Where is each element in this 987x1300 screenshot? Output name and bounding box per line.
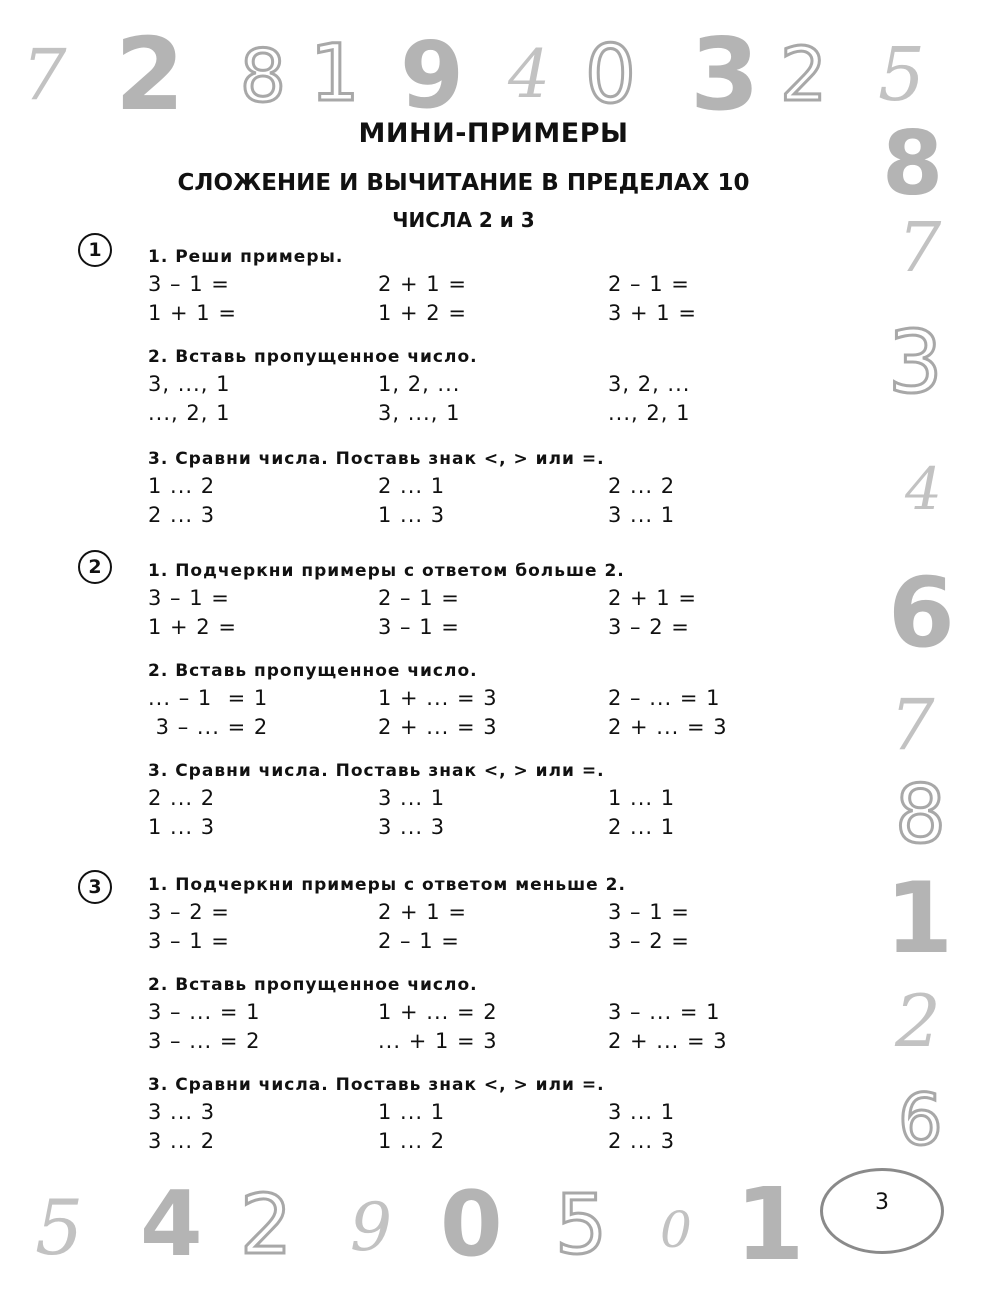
problem: 2 ... 3: [148, 503, 216, 527]
page-number: 3: [875, 1190, 889, 1215]
problem: 3, ..., 1: [148, 372, 231, 396]
decor-digit: 5: [555, 1178, 608, 1273]
task-title: 1. Подчеркни примеры с ответом больше 2.: [148, 561, 625, 581]
problem: 2 ... 1: [378, 474, 446, 498]
problem: 1 ... 3: [378, 503, 446, 527]
task: [148, 1072, 848, 1156]
problem: 1 ... 2: [378, 1129, 446, 1153]
problem: 2 + 1 =: [378, 272, 467, 296]
problem: 3 – 1 =: [608, 900, 690, 924]
problem: 2 + ... = 3: [608, 715, 728, 739]
task-title: 1. Реши примеры.: [148, 247, 344, 267]
decor-digit: 6: [888, 557, 955, 669]
problem: 3 – 1 =: [148, 272, 230, 296]
problem: 3, ..., 1: [378, 401, 461, 425]
problem: 3 ... 2: [148, 1129, 216, 1153]
exercise-number-badge: 2: [78, 550, 112, 584]
decor-digit: 3: [690, 16, 760, 133]
problem-row: [148, 584, 848, 613]
problem: ..., 2, 1: [148, 401, 231, 425]
decor-digit: 7: [890, 684, 935, 766]
problem: 2 + 1 =: [608, 586, 697, 610]
decor-digit: 0: [440, 1172, 503, 1277]
problem: 3 – ... = 1: [608, 1000, 721, 1024]
task: [148, 658, 848, 742]
problem: ... – 1 = 1: [148, 686, 269, 710]
problem: 1 + 2 =: [378, 301, 467, 325]
problem: 3 – 1 =: [148, 586, 230, 610]
task: [148, 758, 848, 842]
problem: 3 ... 1: [608, 1100, 676, 1124]
problem: 3 + 1 =: [608, 301, 697, 325]
problem-row: [148, 501, 848, 530]
problem: 3 ... 3: [378, 815, 446, 839]
problem: 1 + ... = 3: [378, 686, 498, 710]
decor-digit: 3: [888, 313, 943, 413]
decor-digit: 8: [895, 768, 946, 861]
task-title: 3. Сравни числа. Поставь знак <, > или =.: [148, 1075, 605, 1095]
decor-digit: 9: [350, 1189, 392, 1266]
decor-digit: 2: [240, 1178, 293, 1273]
problem-row: [148, 370, 848, 399]
problem-row: [148, 472, 848, 501]
problem: 2 + ... = 3: [608, 1029, 728, 1053]
problem: ..., 2, 1: [608, 401, 691, 425]
decor-digit: 0: [660, 1201, 692, 1259]
problem: 1 ... 2: [148, 474, 216, 498]
page-subtitle: СЛОЖЕНИЕ И ВЫЧИТАНИЕ В ПРЕДЕЛАХ 10: [177, 170, 750, 196]
decor-digit: 4: [905, 455, 942, 523]
task-title: 3. Сравни числа. Поставь знак <, > или =.: [148, 761, 605, 781]
task-title: 3. Сравни числа. Поставь знак <, > или =.: [148, 449, 605, 469]
problem-row: [148, 998, 848, 1027]
problem: 3 ... 3: [148, 1100, 216, 1124]
problem: 2 + 1 =: [378, 900, 467, 924]
problem-row: [148, 898, 848, 927]
task: [148, 872, 848, 956]
problem-row: [148, 927, 848, 956]
decor-digit: 7: [22, 34, 67, 116]
topic-title: ЧИСЛА 2 и 3: [392, 208, 535, 232]
problem: 2 ... 3: [608, 1129, 676, 1153]
problem-row: [148, 1027, 848, 1056]
problem: 3 – 2 =: [148, 900, 230, 924]
decor-digit: 8: [882, 112, 944, 215]
task-title: 2. Вставь пропущенное число.: [148, 661, 478, 681]
problem: 3 – ... = 1: [148, 1000, 261, 1024]
task-title: 2. Вставь пропущенное число.: [148, 347, 478, 367]
task: [148, 558, 848, 642]
problem: 3 ... 1: [608, 503, 676, 527]
problem-row: [148, 270, 848, 299]
problem: 2 + ... = 3: [378, 715, 498, 739]
problem: 2 ... 1: [608, 815, 676, 839]
problem: 1 ... 1: [608, 786, 676, 810]
decor-digit: 2: [115, 16, 185, 133]
exercise-number-badge: 3: [78, 870, 112, 904]
task: [148, 344, 848, 428]
decor-digit: 5: [878, 32, 926, 118]
problem: 2 – ... = 1: [608, 686, 721, 710]
problem: 3 – 1 =: [148, 929, 230, 953]
decor-digit: 0: [585, 28, 636, 121]
problem: 1 ... 1: [378, 1100, 446, 1124]
problem: 1 + 2 =: [148, 615, 237, 639]
decor-digit: 4: [140, 1172, 203, 1277]
problem: 1 + 1 =: [148, 301, 237, 325]
problem: 3, 2, ...: [608, 372, 691, 396]
problem: 2 ... 2: [148, 786, 216, 810]
problem: ... + 1 = 3: [378, 1029, 498, 1053]
task-title: 2. Вставь пропущенное число.: [148, 975, 478, 995]
problem-row: [148, 1098, 848, 1127]
task: [148, 244, 848, 328]
decor-digit: 9: [400, 22, 465, 129]
problem: 3 ... 1: [378, 786, 446, 810]
problem: 3 – 2 =: [608, 929, 690, 953]
problem: 3 – ... = 2: [148, 1029, 261, 1053]
problem-row: [148, 613, 848, 642]
problem-row: [148, 399, 848, 428]
problem: 2 – 1 =: [378, 929, 460, 953]
page-title: МИНИ-ПРИМЕРЫ: [358, 118, 629, 149]
task-title: 1. Подчеркни примеры с ответом меньше 2.: [148, 875, 626, 895]
problem: 3 – 1 =: [378, 615, 460, 639]
problem-row: [148, 684, 848, 713]
decor-digit: 7: [898, 209, 942, 288]
problem-row: [148, 813, 848, 842]
task: [148, 446, 848, 530]
problem-row: [148, 1127, 848, 1156]
decor-digit: 1: [735, 1166, 805, 1283]
decor-digit: 2: [780, 32, 828, 118]
problem-row: [148, 784, 848, 813]
exercise-number-badge: 1: [78, 233, 112, 267]
problem: 2 – 1 =: [608, 272, 690, 296]
problem: 3 – ... = 2: [148, 715, 269, 739]
problem: 2 ... 2: [608, 474, 676, 498]
task: [148, 972, 848, 1056]
decor-digit: 6: [898, 1079, 943, 1161]
decor-digit: 8: [240, 34, 286, 118]
problem: 1 + ... = 2: [378, 1000, 498, 1024]
decor-digit: 1: [310, 29, 360, 119]
problem: 3 – 2 =: [608, 615, 690, 639]
problem-row: [148, 713, 848, 742]
problem: 1 ... 3: [148, 815, 216, 839]
problem: 1, 2, ...: [378, 372, 461, 396]
decor-digit: 1: [885, 862, 954, 976]
decor-digit: 4: [508, 36, 550, 113]
problem-row: [148, 299, 848, 328]
decor-digit: 2: [895, 979, 941, 1063]
problem: 2 – 1 =: [378, 586, 460, 610]
decor-digit: 5: [35, 1183, 84, 1272]
